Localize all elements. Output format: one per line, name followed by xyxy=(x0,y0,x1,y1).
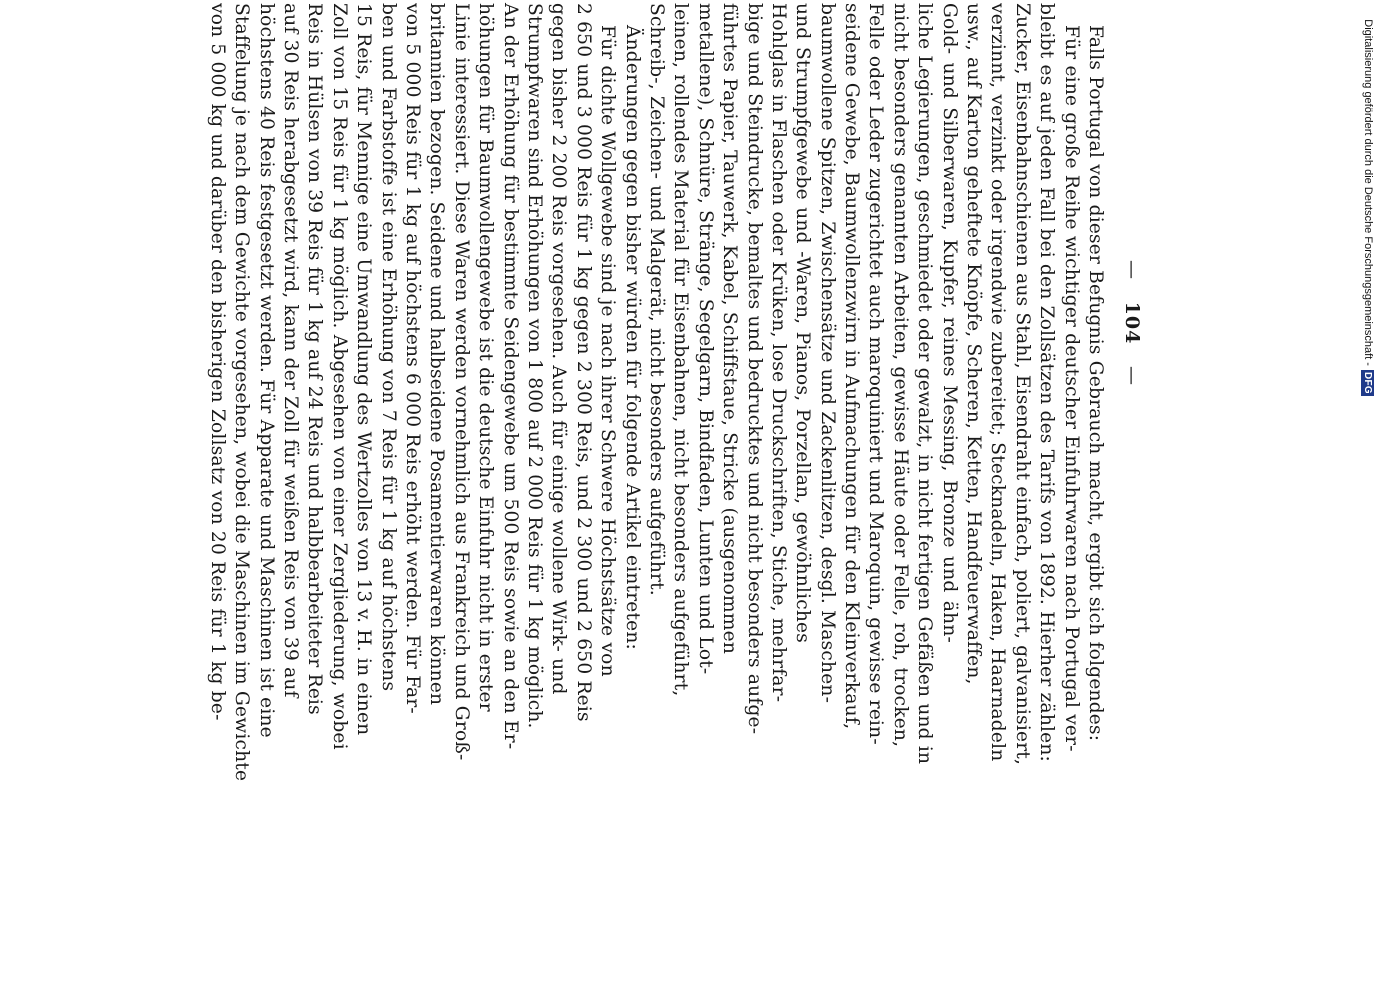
credit-text: Digitalisierung gefördert durch die Deutsche Forschungsgemeinschaft - xyxy=(1362,19,1374,366)
text-line: Für eine große Reihe wichtiger deutscher Einfuhrwaren nach Portugal ver- xyxy=(1060,25,1082,752)
page-number: 104 xyxy=(1121,301,1143,345)
text-line: 2 650 und 3 000 Reis für 1 kg gegen 2 300 Reis, und 2 300 und 2 650 Reis xyxy=(572,3,594,722)
text-line: und Strumpfgewebe und -Waren, Pianos, Porzellan, gewöhnliches xyxy=(792,3,814,643)
rotated-text-block xyxy=(206,3,1145,782)
text-line: Reis in Hülsen von 39 Reis für 1 kg auf 24 Reis und halbbearbeiteter Reis xyxy=(304,3,326,715)
text-line: britannien bezogen. Seidene und halbseidene Posamentierwaren können xyxy=(426,3,448,706)
body-text xyxy=(205,3,1107,782)
text-line: höhungen für Baumwollengewebe ist die deutsche Einfuhr nicht in erster xyxy=(475,3,497,712)
text-line: Strumpfwaren sind Erhöhungen von 1 800 auf 2 000 Reis für 1 kg möglich. xyxy=(524,3,546,729)
text-line: Gold- und Silberwaren, Kupfer, reines Messing, Bronze und ähn- xyxy=(938,3,960,643)
text-line: von 5 000 kg und darüber den bisherigen Zollsatz von 20 Reis für 1 kg be- xyxy=(206,3,228,721)
text-line: seidene Gewebe, Baumwollenzwirn in Aufmachungen für den Kleinverkauf, xyxy=(841,3,863,730)
text-line: Staffelung je nach dem Gewichte vorgesehen, wobei die Maschinen im Gewichte xyxy=(231,3,253,782)
text-line: Für dichte Wollgewebe sind je nach ihrer Schwere Höchstsätze von xyxy=(597,25,619,677)
text-line: leinen, rollendes Material für Eisenbahnen, nicht besonders aufgeführt, xyxy=(670,3,692,697)
text-line: verzinnt, verzinkt oder irgendwie zubereitet; Stecknadeln, Haken, Haarnadeln xyxy=(987,3,1009,762)
text-line: Hohlglas in Flaschen oder Krüken, lose Druckschriften, Stiche, mehrfar- xyxy=(767,3,789,703)
text-line: auf 30 Reis herabgesetzt wird, kann der Zoll für weißen Reis von 39 auf xyxy=(280,3,302,698)
header-dash-left: — xyxy=(1121,260,1143,281)
text-line: 15 Reis, für Mennige eine Umwandlung des Wertzolles von 13 v. H. in einen xyxy=(353,3,375,736)
digitization-credit xyxy=(1355,0,1381,400)
text-line: ben und Farbstoffe ist eine Erhöhung von 7 Reis für 1 kg auf höchstens xyxy=(377,3,399,692)
text-line: Zoll von 15 Reis für 1 kg möglich. Abgesehen von einer Zergliederung, wobei xyxy=(328,3,350,750)
text-line: liche Legierungen, geschmiedet oder gewalzt, in nicht fertigen Gefäßen und in xyxy=(914,3,936,765)
text-line: Zucker, Eisenbahnschienen aus Stahl, Eisendraht einfach, poliert, galvanisiert, xyxy=(1011,3,1033,766)
text-line: bleibt es auf jeden Fall bei den Zollsätzen des Tarifs von 1892. Hierher zählen: xyxy=(1036,3,1058,763)
credit-rotated xyxy=(1355,2,1381,396)
text-line: Linie interessiert. Diese Waren werden vornehmlich aus Frankreich und Groß- xyxy=(450,3,472,761)
text-line: baumwollene Spitzen, Zwischensätze und Zackenlitzen, desgl. Maschen- xyxy=(816,3,838,704)
page-header xyxy=(1119,3,1145,643)
text-line: metallene), Schnüre, Stränge, Segelgarn, Bindfaden, Lunten und Lot- xyxy=(694,3,716,675)
text-line: An der Erhöhung für bestimmte Seidengewebe um 500 Reis sowie an den Er- xyxy=(499,3,521,750)
text-line: höchstens 40 Reis festgesetzt werden. Für Apparate und Maschinen ist eine xyxy=(255,3,277,738)
text-line: Felle oder Leder zugerichtet auch maroquiniert und Maroquin, gewisse rein- xyxy=(865,3,887,745)
dfg-logo: DFG xyxy=(1362,371,1374,394)
text-line: von 5 000 Reis für 1 kg auf höchstens 6 000 Reis erhöht werden. Für Far- xyxy=(402,3,424,714)
text-line: usw., auf Karton geheftete Knöpfe, Scheren, Ketten, Handfeuerwaffen, xyxy=(963,3,985,685)
text-line: bige und Steindrucke, bemaltes und bedrucktes und nicht besonders aufge- xyxy=(743,3,765,735)
text-line: Schreib-, Zeichen- und Malgerät, nicht besonders aufgeführt. xyxy=(645,3,667,596)
header-dash-right: — xyxy=(1121,365,1143,386)
text-line: Änderungen gegen bisher würden für folgende Artikel eintreten: xyxy=(621,25,643,651)
text-line: gegen bisher 2 200 Reis vorgesehen. Auch für einige wollene Wirk- und xyxy=(548,3,570,695)
text-line: Falls Portugal von dieser Befugnis Gebrauch macht, ergibt sich folgendes: xyxy=(1085,25,1106,742)
text-line: nicht besonders genannten Arbeiten, gewisse Häute oder Felle, roh, trocken, xyxy=(889,3,911,748)
text-line: führtes Papier, Tauwerk, Kabel, Schiffstaue, Stricke (ausgenommen xyxy=(719,3,741,655)
